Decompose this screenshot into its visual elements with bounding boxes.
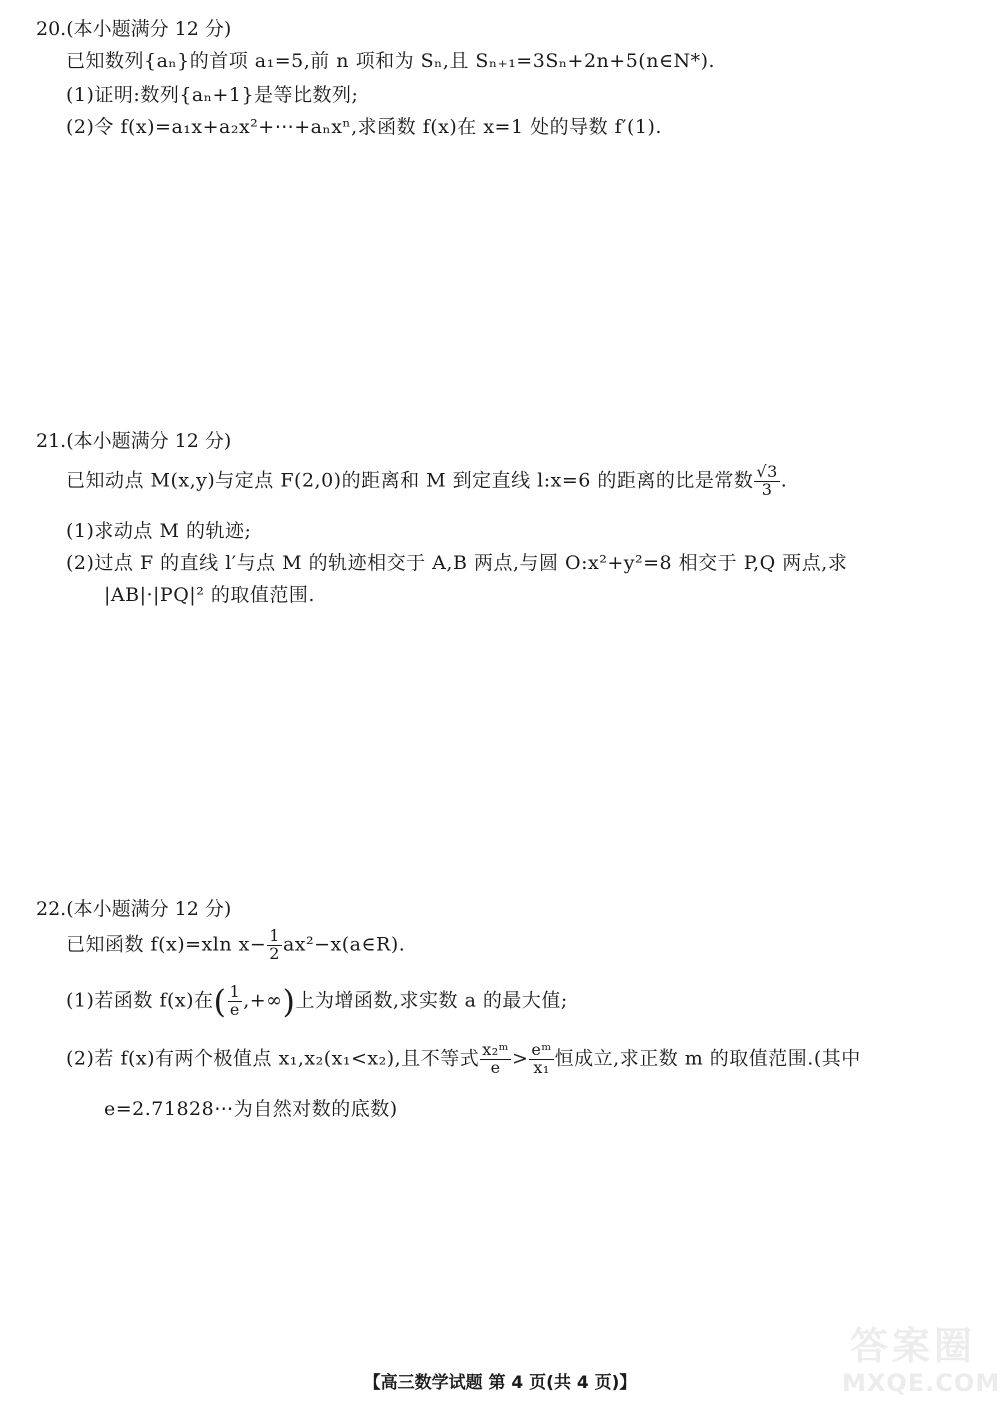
q20-heading: 20.(本小题满分 12 分) bbox=[36, 18, 232, 40]
q20-stem: 已知数列{aₙ}的首项 a₁=5,前 n 项和为 Sₙ,且 Sₙ₊₁=3Sₙ+2n+5(n∈N*). bbox=[66, 50, 716, 72]
q21-stem-end: . bbox=[780, 469, 788, 492]
q22-left-denominator: e bbox=[490, 1057, 501, 1077]
q21-part1: (1)求动点 M 的轨迹; bbox=[66, 520, 252, 542]
q22-interval-denominator: e bbox=[229, 999, 240, 1019]
watermark-bottom-text: MXQE.COM bbox=[842, 1369, 1000, 1397]
q20-part2: (2)令 f(x)=a₁x+a₂x²+⋯+aₙxⁿ,求函数 f(x)在 x=1 处的导数 f′(1). bbox=[66, 116, 662, 138]
q21-stem bbox=[66, 464, 787, 499]
q21-ratio-denominator: 3 bbox=[761, 479, 773, 499]
q22-right-denominator: x₁ bbox=[533, 1057, 550, 1077]
q22-interval-fraction bbox=[228, 984, 243, 1019]
q22-interval-end: ,+∞ bbox=[243, 989, 283, 1012]
q22-half-denominator: 2 bbox=[269, 943, 280, 963]
q22-part2-line2: e=2.71828⋯为自然对数的底数) bbox=[104, 1098, 398, 1120]
q22-part1 bbox=[66, 984, 568, 1019]
q22-left-paren: ( bbox=[213, 982, 227, 1021]
q21-stem-text: 已知动点 M(x,y)与定点 F(2,0)的距离和 M 到定直线 l:x=6 的距离的比是常数 bbox=[66, 469, 754, 492]
q22-part2-line1 bbox=[66, 1042, 861, 1077]
q22-greater-than: > bbox=[511, 1047, 529, 1070]
q21-part2-line1: (2)过点 F 的直线 l′与点 M 的轨迹相交于 A,B 两点,与圆 O:x²+y²=8 相交于 P,Q 两点,求 bbox=[66, 552, 848, 574]
q22-part1-text: (1)若函数 f(x)在 bbox=[66, 989, 214, 1012]
watermark-logo bbox=[842, 1315, 1000, 1397]
q22-heading: 22.(本小题满分 12 分) bbox=[36, 898, 232, 920]
q22-part2-text: (2)若 f(x)有两个极值点 x₁,x₂(x₁<x₂),且不等式 bbox=[66, 1047, 480, 1070]
q22-stem-end: ax²−x(a∈R). bbox=[282, 933, 406, 956]
q22-part2-end: 恒成立,求正数 m 的取值范围.(其中 bbox=[554, 1047, 861, 1070]
q21-ratio-numerator: √3 bbox=[756, 462, 778, 481]
q22-part1-end: 上为增函数,求实数 a 的最大值; bbox=[295, 989, 568, 1012]
q22-inequality-left-fraction bbox=[480, 1042, 511, 1077]
q22-stem-text: 已知函数 f(x)=xln x− bbox=[66, 933, 267, 956]
watermark-top-text: 答案圈 bbox=[850, 1324, 977, 1368]
q22-half-numerator: 1 bbox=[269, 926, 280, 945]
q21-ratio-fraction bbox=[754, 464, 779, 499]
q22-stem bbox=[66, 928, 405, 963]
q20-part1: (1)证明:数列{aₙ+1}是等比数列; bbox=[66, 84, 359, 106]
q21-part2-line2: |AB|·|PQ|² 的取值范围. bbox=[104, 584, 315, 606]
q22-right-numerator: eᵐ bbox=[531, 1040, 552, 1059]
q22-interval-numerator: 1 bbox=[229, 982, 241, 1001]
q22-right-paren: ) bbox=[282, 982, 296, 1021]
q22-left-numerator: x₂ᵐ bbox=[482, 1040, 509, 1059]
q22-half-fraction bbox=[267, 928, 282, 963]
page-footer: 【高三数学试题 第 4 页(共 4 页)】 bbox=[363, 1373, 637, 1393]
q21-heading: 21.(本小题满分 12 分) bbox=[36, 430, 232, 452]
q22-inequality-right-fraction bbox=[529, 1042, 553, 1077]
